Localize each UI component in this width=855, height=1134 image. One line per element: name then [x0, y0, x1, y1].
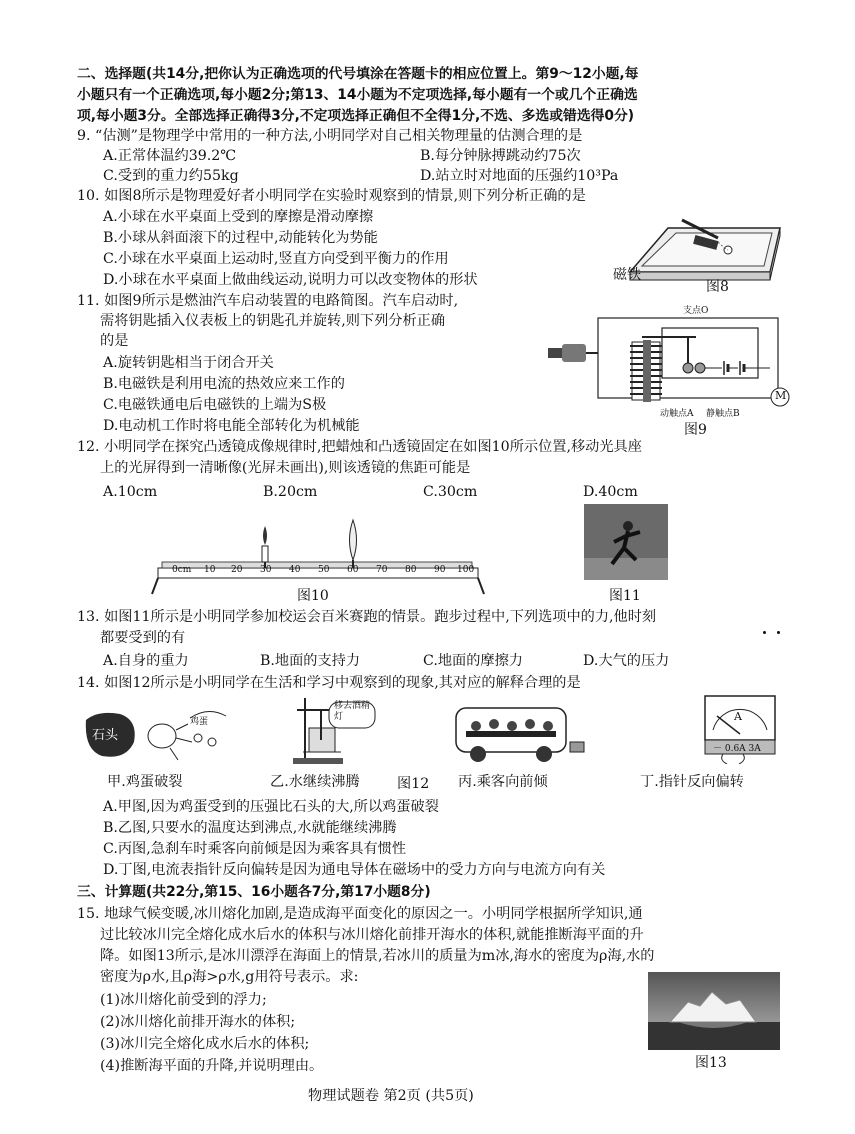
- figure-11-caption: 图11: [609, 588, 641, 604]
- q15-stem-line4: 密度为ρ水,且ρ海>ρ水,g用符号表示。求:: [100, 969, 359, 985]
- emphasis-dot: [763, 631, 766, 634]
- q10-option-b: B.小球从斜面滚下的过程中,动能转化为势能: [103, 230, 378, 246]
- q14-stem: 14. 如图12所示是小明同学在生活和学习中观察到的现象,其对应的解释合理的是: [77, 675, 581, 691]
- q15-stem-line3: 降。如图13所示,是冰川漂浮在海面上的情景,若冰川的质量为m冰,海水的密度为ρ海,水的: [100, 948, 655, 964]
- figure-13-caption: 图13: [695, 1055, 727, 1071]
- q9-stem: 9. “估测”是物理学中常用的一种方法,小明同学对自己相关物理量的估测合理的是: [77, 128, 583, 144]
- q15-stem-line1: 15. 地球气候变暖,冰川熔化加剧,是造成海平面变化的原因之一。小明同学根据所学知识,通: [77, 906, 643, 922]
- q14-option-c: C.丙图,急刹车时乘客向前倾是因为乘客具有惯性: [103, 841, 407, 857]
- ruler-mark-30: 30: [260, 565, 272, 575]
- figure-8-magnet-label: 磁铁: [613, 267, 641, 283]
- q12-option-a: A.10cm: [103, 484, 158, 500]
- q13-option-a: A.自身的重力: [103, 653, 189, 669]
- q10-stem: 10. 如图8所示是物理爱好者小明同学在实验时观察到的情景,则下列分析正确的是: [77, 188, 586, 204]
- q14-option-b: B.乙图,只要水的温度达到沸点,水就能继续沸腾: [103, 820, 397, 836]
- figure-12-caption: 图12: [397, 776, 430, 792]
- figure-9-motor-label: M: [775, 389, 787, 402]
- page-footer: 物理试题卷 第2页 (共5页): [308, 1088, 474, 1104]
- figure-9-contact-b-label: 静触点B: [706, 409, 740, 419]
- figure-9-pivot-label: 支点O: [683, 306, 709, 316]
- figure-10-caption: 图10: [297, 588, 329, 604]
- figure-12-label-ding: 丁.指针反向偏转: [640, 774, 744, 790]
- figure-12-lamp-label: 移去酒精灯: [334, 701, 371, 722]
- q15-part-2: (2)冰川熔化前排开海水的体积;: [100, 1014, 296, 1030]
- figure-12-ammeter-a-label: A: [734, 710, 742, 723]
- q15-part-3: (3)冰川完全熔化成水后水的体积;: [100, 1036, 310, 1052]
- q12-option-c: C.30cm: [423, 484, 478, 500]
- section2-heading-line2: 小题只有一个正确选项,每小题2分;第13、14小题为不定项选择,每小题有一个或几个正确选: [77, 87, 638, 103]
- q14-option-d: D.丁图,电流表指针反向偏转是因为通电导体在磁场中的受力方向与电流方向有关: [103, 862, 606, 878]
- ruler-mark-50: 50: [318, 565, 330, 575]
- figure-12-label-jia: 甲.鸡蛋破裂: [107, 774, 183, 790]
- q11-option-b: B.电磁铁是利用电流的热效应来工作的: [103, 376, 345, 392]
- q12-option-b: B.20cm: [263, 484, 318, 500]
- figure-13-glacier-photo: [648, 972, 780, 1050]
- q15-stem-line2: 过比较冰川完全熔化成水后水的体积与冰川熔化前排开海水的体积,就能推断海平面的升: [100, 927, 644, 943]
- ruler-mark-80: 80: [405, 565, 417, 575]
- figure-12-label-yi: 乙.水继续沸腾: [270, 774, 360, 790]
- q12-stem-line1: 12. 小明同学在探究凸透镜成像规律时,把蜡烛和凸透镜固定在如图10所示位置,移动光具座: [77, 439, 642, 455]
- figure-12-egg-label: 鸡蛋: [190, 717, 209, 727]
- q11-option-c: C.电磁铁通电后电磁铁的上端为S极: [103, 397, 327, 413]
- ruler-mark-70: 70: [376, 565, 388, 575]
- q13-stem-line1: 13. 如图11所示是小明同学参加校运会百米赛跑的情景。跑步过程中,下列选项中的力,他时刻: [77, 609, 657, 625]
- figure-9-caption: 图9: [684, 422, 707, 438]
- q15-part-1: (1)冰川熔化前受到的浮力;: [100, 992, 267, 1008]
- figure-10-optical-bench: [150, 512, 490, 596]
- q15-part-4: (4)推断海平面的升降,并说明理由。: [100, 1058, 324, 1074]
- q9-option-b: B.每分钟脉搏跳动约75次: [420, 148, 581, 164]
- figure-9-circuit-diagram: [542, 304, 792, 416]
- q12-stem-line2: 上的光屏得到一清晰像(光屏未画出),则该透镜的焦距可能是: [100, 460, 471, 476]
- figure-12-ammeter-terminals: － 0.6A 3A: [713, 744, 761, 754]
- q11-option-a: A.旋转钥匙相当于闭合开关: [103, 355, 274, 371]
- section2-heading-line1: 二、选择题(共14分,把你认为正确选项的代号填涂在答题卡的相应位置上。第9～12小题,每: [77, 66, 639, 82]
- ruler-mark-100: 100: [457, 565, 475, 575]
- emphasis-dot: [777, 631, 780, 634]
- q12-option-d: D.40cm: [583, 484, 638, 500]
- figure-9-contact-a-label: 动触点A: [660, 409, 694, 419]
- ruler-mark-90: 90: [434, 565, 446, 575]
- ruler-mark-10: 10: [204, 565, 216, 575]
- q10-option-d: D.小球在水平桌面上做曲线运动,说明力可以改变物体的形状: [103, 272, 478, 288]
- q13-option-c: C.地面的摩擦力: [423, 653, 523, 669]
- figure-8-table-diagram: [620, 208, 785, 288]
- figure-8-caption: 图8: [706, 279, 729, 295]
- figure-11-runner-photo: [584, 504, 668, 580]
- q11-option-d: D.电动机工作时将电能全部转化为机械能: [103, 418, 360, 434]
- q14-option-a: A.甲图,因为鸡蛋受到的压强比石头的大,所以鸡蛋破裂: [103, 799, 439, 815]
- q10-option-c: C.小球在水平桌面上运动时,竖直方向受到平衡力的作用: [103, 251, 449, 267]
- figure-12-stone-label: 石头: [92, 728, 119, 743]
- q13-option-d: D.大气的压力: [583, 653, 670, 669]
- section3-heading: 三、计算题(共22分,第15、16小题各7分,第17小题8分): [77, 884, 431, 900]
- ruler-mark-40: 40: [289, 565, 301, 575]
- q13-option-b: B.地面的支持力: [260, 653, 361, 669]
- q9-option-d: D.站立时对地面的压强约10³Pa: [420, 168, 619, 184]
- ruler-mark-0: 0cm: [172, 565, 192, 575]
- q10-option-a: A.小球在水平桌面上受到的摩擦是滑动摩擦: [103, 209, 374, 225]
- section2-heading-line3: 项,每小题3分。全部选择正确得3分,不定项选择正确但不全得1分,不选、多选或错选得0分): [77, 108, 635, 124]
- q11-stem-line3: 的是: [100, 333, 129, 349]
- q9-option-a: A.正常体温约39.2℃: [103, 148, 237, 164]
- figure-12-label-bing: 丙.乘客向前倾: [458, 774, 548, 790]
- ruler-mark-20: 20: [231, 565, 243, 575]
- q11-stem-line2: 需将钥匙插入仪表板上的钥匙孔并旋转,则下列分析正确: [100, 313, 446, 329]
- ruler-mark-60: 60: [347, 565, 359, 575]
- q11-stem-line1: 11. 如图9所示是燃油汽车启动装置的电路简图。汽车启动时,: [77, 293, 459, 309]
- figure-12-bus-passengers: [452, 702, 588, 766]
- q13-stem-line2: 都要受到的有: [100, 630, 186, 646]
- q9-option-c: C.受到的重力约55kg: [103, 168, 239, 184]
